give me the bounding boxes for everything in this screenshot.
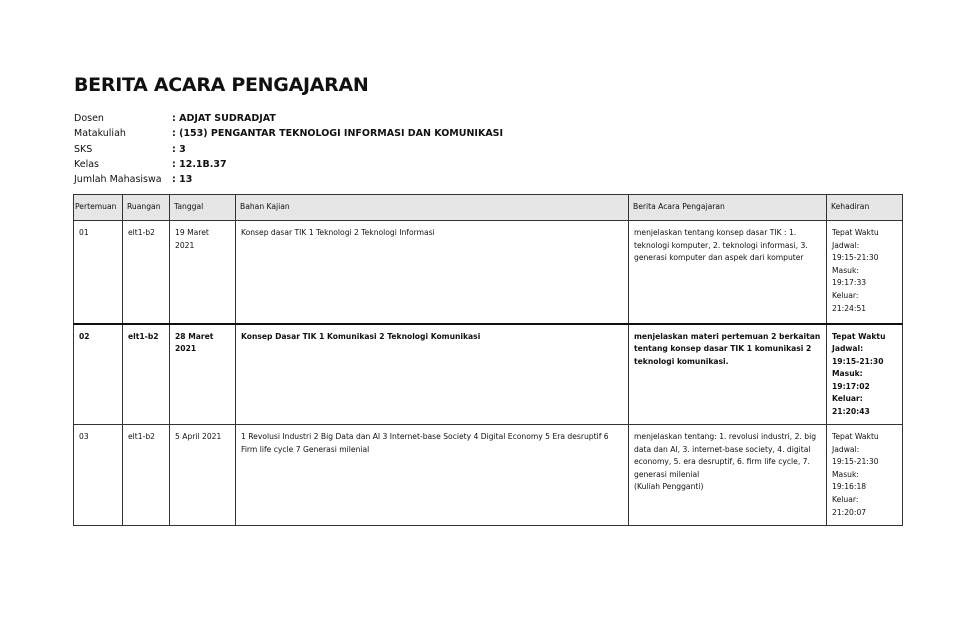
kelas-row (74, 157, 503, 172)
jumlah-mahasiswa-label: Jumlah Mahasiswa (74, 174, 162, 186)
header-bahan-kajian: Bahan Kajian (236, 195, 629, 221)
table-row (74, 324, 903, 425)
sks-row (74, 142, 503, 157)
header-ruangan: Ruangan (123, 195, 170, 221)
dosen-label: Dosen (74, 113, 104, 124)
header-kehadiran: Kehadiran (827, 195, 903, 221)
course-info (74, 111, 503, 187)
kelas-value: : 12.1B.37 (172, 158, 227, 170)
cell-tanggal: 5 April 2021 (170, 425, 236, 526)
cell-tanggal: 19 Maret 2021 (170, 221, 236, 324)
matakuliah-value: : (153) PENGANTAR TEKNOLOGI INFORMASI DAN KOMUNIKASI (172, 128, 504, 140)
matakuliah-row (74, 126, 503, 141)
dosen-value: : ADJAT SUDRADJAT (172, 113, 276, 124)
cell-kehadiran: Tepat Waktu Jadwal: 19:15-21:30 Masuk: 19:17:33 Keluar: 21:24:51 (827, 221, 903, 324)
table-row (74, 221, 903, 324)
cell-kehadiran: Tepat Waktu Jadwal: 19:15-21:30 Masuk: 19:17:02 Keluar: 21:20:43 (827, 324, 903, 425)
kelas-label: Kelas (74, 158, 100, 170)
document-title: BERITA ACARA PENGAJARAN (74, 74, 369, 96)
table-header-row (74, 195, 903, 221)
jumlah-mahasiswa-row (74, 172, 503, 187)
cell-ruangan: elt1-b2 (123, 425, 170, 526)
cell-berita-acara: menjelaskan materi pertemuan 2 berkaitan tentang konsep dasar TIK 1 komunikasi 2 teknologi komunikasi. (629, 324, 827, 425)
cell-bahan-kajian: Konsep Dasar TIK 1 Komunikasi 2 Teknologi Komunikasi (236, 324, 629, 425)
dosen-row (74, 111, 503, 126)
sks-value: : 3 (172, 143, 186, 155)
cell-bahan-kajian: Konsep dasar TIK 1 Teknologi 2 Teknologi Informasi (236, 221, 629, 324)
cell-bahan-kajian: 1 Revolusi Industri 2 Big Data dan AI 3 Internet-base Society 4 Digital Economy 5 Era desruptif 6 Firm life cycle 7 Generasi milenial (236, 425, 629, 526)
cell-pertemuan: 02 (74, 324, 123, 425)
jumlah-mahasiswa-value: : 13 (172, 174, 193, 186)
cell-pertemuan: 01 (74, 221, 123, 324)
table-row (74, 425, 903, 526)
matakuliah-label: Matakuliah (74, 128, 126, 140)
sks-label: SKS (74, 143, 93, 155)
cell-berita-acara: menjelaskan tentang: 1. revolusi industri, 2. big data dan AI, 3. internet-base society, 4. digital economy, 5. era desruptif, 6. firm life cycle, 7. generasi milenial (Kuliah Pengganti) (629, 425, 827, 526)
cell-berita-acara: menjelaskan tentang konsep dasar TIK : 1. teknologi komputer, 2. teknologi informasi, 3. generasi komputer dan aspek dari komputer (629, 221, 827, 324)
header-tanggal: Tanggal (170, 195, 236, 221)
cell-tanggal: 28 Maret 2021 (170, 324, 236, 425)
cell-pertemuan: 03 (74, 425, 123, 526)
header-berita-acara: Berita Acara Pengajaran (629, 195, 827, 221)
cell-kehadiran: Tepat Waktu Jadwal: 19:15-21:30 Masuk: 19:16:18 Keluar: 21:20:07 (827, 425, 903, 526)
cell-ruangan: elt1-b2 (123, 221, 170, 324)
cell-ruangan: elt1-b2 (123, 324, 170, 425)
teaching-record-table (73, 194, 903, 526)
header-pertemuan: Pertemuan (74, 195, 123, 221)
